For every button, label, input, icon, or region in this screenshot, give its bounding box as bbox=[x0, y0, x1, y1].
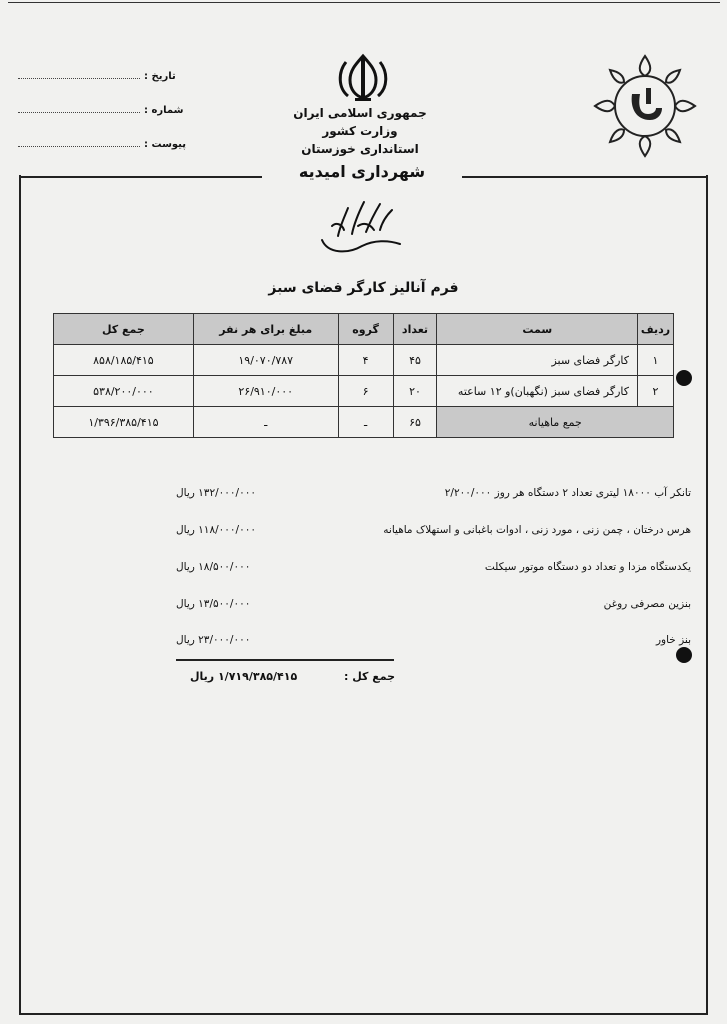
cell-total: ۵۳۸/۲۰۰/۰۰۰ bbox=[54, 376, 194, 407]
cell-row-number: ۱ bbox=[638, 345, 674, 376]
header-line-4: شهرداری امیدیه bbox=[262, 162, 462, 181]
table-header-row bbox=[54, 314, 674, 345]
total-rule bbox=[176, 659, 394, 661]
header-line-3: استانداری خوزستان bbox=[301, 142, 419, 156]
grand-total-value: ۱/۷۱۹/۳۸۵/۴۱۵ ریال bbox=[190, 670, 298, 683]
col-header-total: جمع کل bbox=[54, 314, 194, 345]
attachment-field bbox=[18, 138, 186, 150]
header-line-2: وزارت کشور bbox=[322, 124, 398, 138]
basmala-calligraphy bbox=[318, 196, 404, 260]
col-header-group: گروه bbox=[338, 314, 393, 345]
cell-total-count: ۶۵ bbox=[393, 407, 437, 438]
date-field bbox=[18, 70, 176, 82]
table-row bbox=[54, 376, 674, 407]
col-header-count: تعداد bbox=[393, 314, 437, 345]
cell-total-group: ـ bbox=[338, 407, 393, 438]
header-line-1: جمهوری اسلامی ایران bbox=[293, 106, 427, 120]
attachment-label: پیوست : bbox=[144, 139, 187, 150]
cost-item-amount: ۱۳/۵۰۰/۰۰۰ ریال bbox=[176, 598, 251, 610]
cost-item-amount: ۱۸/۵۰۰/۰۰۰ ریال bbox=[176, 561, 251, 573]
page-border-right bbox=[706, 175, 708, 1015]
cost-item-description: هرس درختان ، چمن زنی ، مورد زنی ، ادوات باغبانی و استهلاک ماهیانه bbox=[383, 524, 691, 536]
punch-hole bbox=[676, 370, 692, 386]
punch-hole bbox=[676, 647, 692, 663]
worker-analysis-table bbox=[53, 313, 674, 438]
cell-total-sum: ۱/۳۹۶/۳۸۵/۴۱۵ bbox=[54, 407, 194, 438]
col-header-per-person: مبلغ برای هر نفر bbox=[193, 314, 338, 345]
col-header-position: سمت bbox=[437, 314, 638, 345]
municipality-seal-icon bbox=[586, 48, 704, 164]
cost-item-description: بنز خاور bbox=[655, 634, 691, 646]
cost-item-amount: ۲۳/۰۰۰/۰۰۰ ریال bbox=[176, 634, 251, 646]
cell-count: ۲۰ bbox=[393, 376, 437, 407]
scan-edge bbox=[8, 2, 720, 3]
cell-count: ۴۵ bbox=[393, 345, 437, 376]
date-label: تاریخ : bbox=[144, 71, 176, 82]
cost-item-description: یکدستگاه مزدا و تعداد دو دستگاه موتور سیکلت bbox=[484, 561, 691, 573]
page-border-left bbox=[19, 175, 21, 1015]
cell-per-person: ۱۹/۰۷۰/۷۸۷ bbox=[193, 345, 338, 376]
cell-group: ۶ bbox=[338, 376, 393, 407]
cost-item-description: بنزین مصرفی روغن bbox=[603, 598, 691, 610]
number-label: شماره : bbox=[144, 105, 184, 116]
cost-item-amount: ۱۳۲/۰۰۰/۰۰۰ ریال bbox=[176, 487, 257, 499]
cell-position: کارگر فضای سبز bbox=[437, 345, 638, 376]
emblem-icon bbox=[334, 52, 392, 104]
col-header-row-number: ردیف bbox=[638, 314, 674, 345]
header-rule-left bbox=[19, 176, 274, 178]
form-title: فرم آنالیز کارگر فضای سبز bbox=[268, 280, 459, 296]
grand-total-label: جمع کل : bbox=[344, 670, 396, 683]
page-border-bottom bbox=[19, 1013, 708, 1015]
cell-total: ۸۵۸/۱۸۵/۴۱۵ bbox=[54, 345, 194, 376]
cell-row-number: ۲ bbox=[638, 376, 674, 407]
cell-total-per-person: ـ bbox=[193, 407, 338, 438]
header-rule-right bbox=[450, 176, 708, 178]
cost-item-amount: ۱۱۸/۰۰۰/۰۰۰ ریال bbox=[176, 524, 257, 536]
cell-position: کارگر فضای سبز (نگهبان)و ۱۲ ساعته bbox=[437, 376, 638, 407]
number-field bbox=[18, 104, 183, 116]
cell-group: ۴ bbox=[338, 345, 393, 376]
table-row bbox=[54, 345, 674, 376]
cost-item-description: تانکر آب ۱۸۰۰۰ لیتری تعداد ۲ دستگاه هر روز ۲/۲۰۰/۰۰۰ bbox=[444, 487, 691, 499]
cell-per-person: ۲۶/۹۱۰/۰۰۰ bbox=[193, 376, 338, 407]
cell-monthly-total-label: جمع ماهیانه bbox=[437, 407, 674, 438]
table-total-row bbox=[54, 407, 674, 438]
